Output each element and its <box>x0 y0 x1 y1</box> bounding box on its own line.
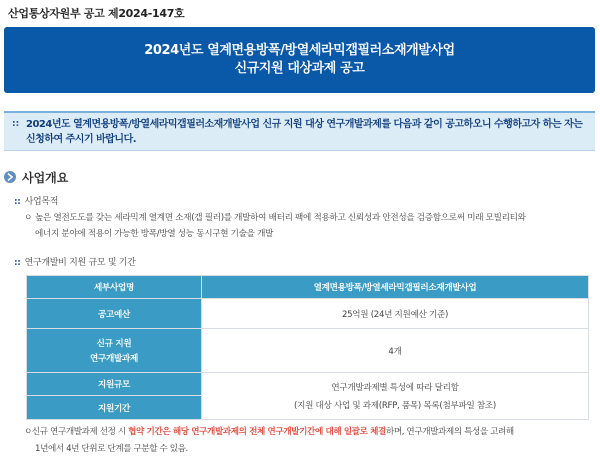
scale-heading-text: 연구개발비 지원 규모 및 기간 <box>24 258 136 268</box>
table-row <box>27 329 589 373</box>
purpose-line-1: 높은 열전도도를 갖는 세라믹계 열계면 소재(갭 필러)를 개발하여 배터리 팩에 적용하고 신뢰성과 안전성을 검증함으로써 미래 모빌리티와 <box>35 213 526 223</box>
footnote-part-1: 신규 연구개발과제 선정 시 <box>31 427 129 437</box>
scale-label: 지원규모 <box>27 373 202 396</box>
section-heading <box>4 168 68 186</box>
budget-table <box>26 275 589 420</box>
scale-bullet-icon: :: <box>14 258 21 268</box>
chevron-right-icon <box>4 171 16 183</box>
intro-bullet-icon: :: <box>12 119 20 129</box>
purpose-heading-text: 사업목적 <box>24 197 59 207</box>
purpose-line-2: 에너지 분야에 적용이 가능한 방폭/방열 성능 동시구현 기술을 개발 <box>35 229 274 239</box>
footnote-line-2: 1년에서 4년 단위로 단계를 구분할 수 있음. <box>35 444 188 454</box>
intro-box <box>4 111 595 151</box>
scale-period-value <box>202 373 589 420</box>
purpose-bullet-icon: :: <box>14 197 21 207</box>
budget-label: 공고예산 <box>27 299 202 329</box>
purpose-marker: ㅇ <box>24 213 33 223</box>
footnote <box>24 424 590 458</box>
table-header-row <box>27 276 589 299</box>
tasks-label-line-1: 신규 지원 <box>96 339 132 349</box>
table-header-left: 세부사업명 <box>27 276 202 299</box>
purpose-body <box>24 210 584 242</box>
notice-number: 산업통상자원부 공고 제2024-147호 <box>8 7 185 20</box>
purpose-heading <box>14 194 58 207</box>
table-row <box>27 373 589 396</box>
tasks-label <box>27 329 202 373</box>
table-row <box>27 299 589 329</box>
title-banner <box>4 27 595 93</box>
intro-text: 2024년도 열계면용방폭/방열세라믹갭필러소재개발사업 신규 지원 대상 연구개발과제를 다음과 같이 공고하오니 수행하고자 하는 자는 신청하여 주시기 바랍니다. <box>26 119 583 145</box>
scale-period-value-line-1: 연구개발과제별 특성에 따라 달리함 <box>331 383 459 393</box>
table-header-right: 열계면용방폭/방열세라믹갭필러소재개발사업 <box>202 276 589 299</box>
title-line-2: 신규지원 대상과제 공고 <box>234 61 365 76</box>
period-label: 지원기간 <box>27 396 202 420</box>
footnote-part-2: 하며, 연구개발과제의 특성을 고려해 <box>385 427 514 437</box>
tasks-value: 4개 <box>202 329 589 373</box>
footnote-highlight: 협약 기간은 해당 연구개발과제의 전체 연구개발기간에 대해 일괄로 체결 <box>128 427 386 437</box>
scale-period-value-line-2: (지원 대상 사업 및 과제(RFP, 품목) 목록(첨부파일 참조) <box>294 401 496 411</box>
section-label: 사업개요 <box>22 170 69 185</box>
tasks-label-line-2: 연구개발과제 <box>89 354 138 364</box>
title-line-1: 2024년도 열계면용방폭/방열세라믹갭필러소재개발사업 <box>144 43 455 58</box>
scale-heading <box>14 255 136 268</box>
footnote-marker: ㅇ <box>24 427 32 437</box>
budget-value: 25억원 (24년 지원예산 기준) <box>202 299 589 329</box>
